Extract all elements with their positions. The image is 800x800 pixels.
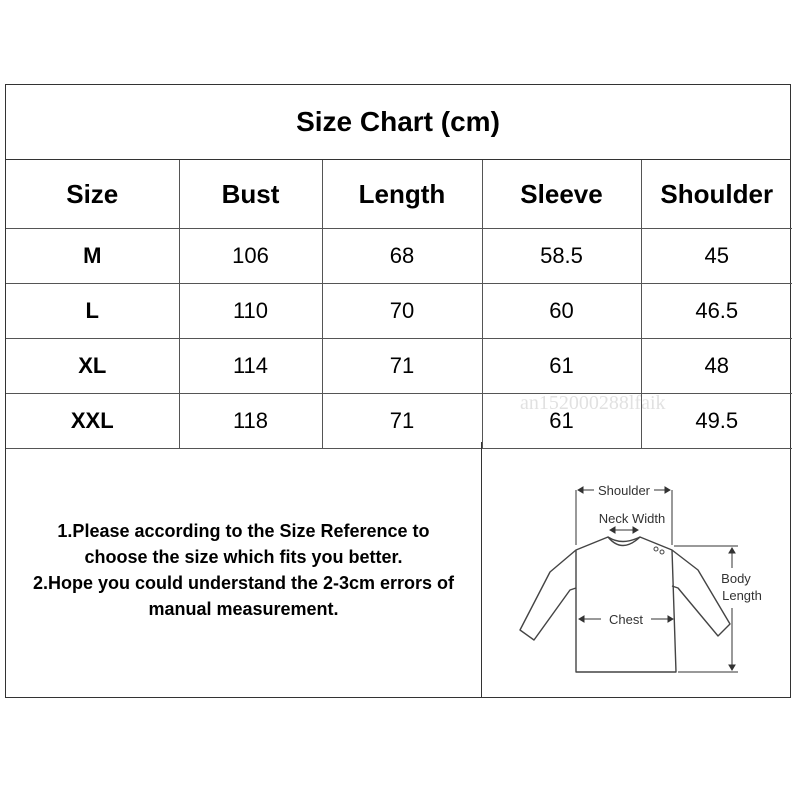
- shoulder-cell: 48: [641, 339, 792, 394]
- bust-cell: 106: [179, 229, 322, 284]
- sleeve-cell: 61: [482, 339, 641, 394]
- table-row: [6, 229, 792, 284]
- size-cell: L: [6, 284, 179, 339]
- sleeve-cell: 61: [482, 394, 641, 449]
- note-line: choose the size which fits you better.: [84, 546, 403, 567]
- header-size: Size: [6, 160, 179, 229]
- header-shoulder: Shoulder: [641, 160, 792, 229]
- shoulder-cell: 49.5: [641, 394, 792, 449]
- size-notes: [6, 442, 482, 697]
- shoulder-label: Shoulder: [597, 483, 651, 498]
- table-row: [6, 394, 792, 449]
- table-row: [6, 339, 792, 394]
- header-row: [6, 160, 792, 229]
- sleeve-cell: 60: [482, 284, 641, 339]
- neck-width-label: Neck Width: [598, 511, 666, 526]
- bust-cell: 110: [179, 284, 322, 339]
- length-cell: 71: [322, 339, 482, 394]
- size-cell: M: [6, 229, 179, 284]
- sweater-diagram-icon: [482, 442, 790, 697]
- header-bust: Bust: [179, 160, 322, 229]
- shoulder-cell: 45: [641, 229, 792, 284]
- sweater-body-shape: [576, 537, 676, 672]
- header-sleeve: Sleeve: [482, 160, 641, 229]
- size-table: [6, 160, 792, 449]
- button-dot: [660, 550, 664, 554]
- chest-label: Chest: [609, 612, 643, 627]
- length-cell: 68: [322, 229, 482, 284]
- measurement-diagram: [482, 442, 790, 697]
- watermark-text: an152000288lfaik: [520, 392, 666, 414]
- bust-cell: 118: [179, 394, 322, 449]
- table-row: [6, 284, 792, 339]
- body-label: Body: [721, 571, 751, 586]
- shoulder-cell: 46.5: [641, 284, 792, 339]
- left-sleeve-shape: [520, 550, 576, 640]
- length-label: Length: [722, 588, 762, 603]
- note-line: manual measurement.: [148, 598, 339, 619]
- size-cell: XL: [6, 339, 179, 394]
- size-chart: [5, 84, 791, 698]
- size-cell: XXL: [6, 394, 179, 449]
- length-cell: 70: [322, 284, 482, 339]
- note-line: 1.Please according to the Size Reference to: [57, 520, 430, 541]
- note-line: 2.Hope you could understand the 2-3cm errors of: [32, 572, 455, 593]
- length-cell: 71: [322, 394, 482, 449]
- header-length: Length: [322, 160, 482, 229]
- chart-title: Size Chart (cm): [6, 85, 790, 160]
- sleeve-cell: 58.5: [482, 229, 641, 284]
- button-dot: [654, 547, 658, 551]
- bust-cell: 114: [179, 339, 322, 394]
